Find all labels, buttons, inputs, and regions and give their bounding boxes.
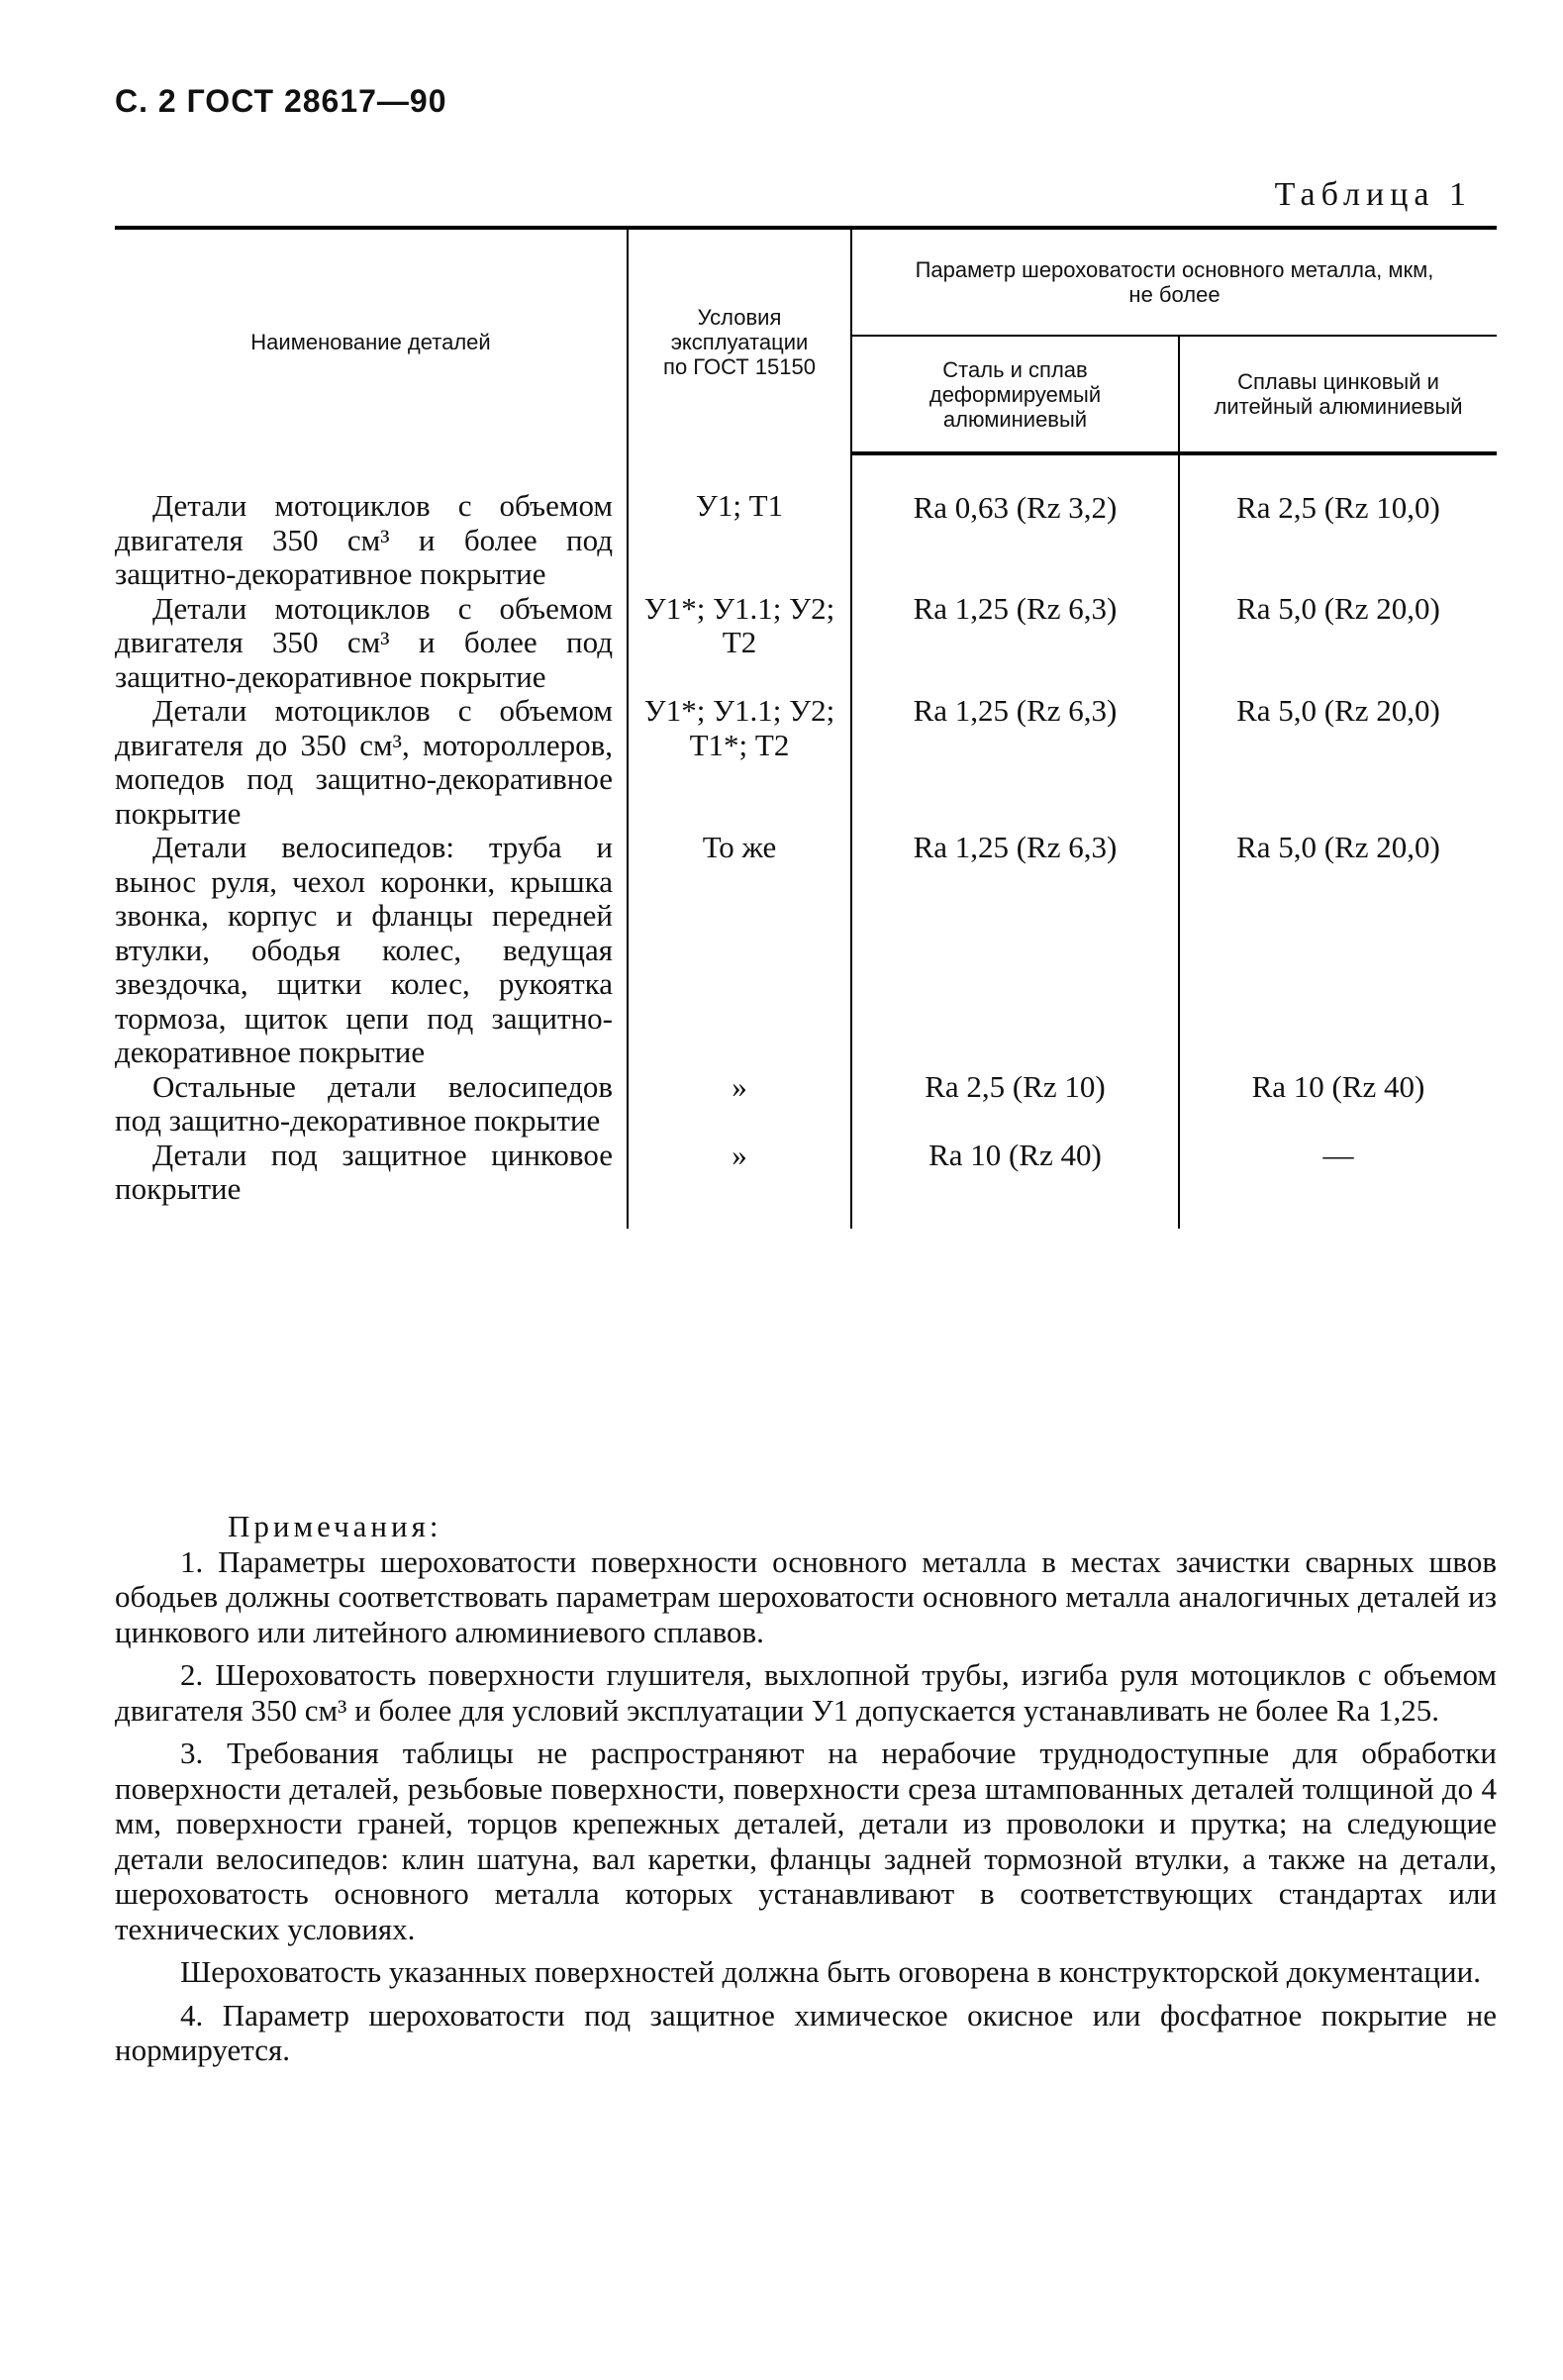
roughness-table: [115, 226, 1497, 1229]
steel-value: Ra 1,25 (Rz 6,3): [851, 592, 1179, 695]
part-name: Детали мотоциклов с объемом двигателя до 350 см³, мотороллеров, мопедов под защитно-декоративное покрытие: [115, 693, 613, 831]
table-row: [115, 453, 1497, 592]
header-part-name: Наименование деталей: [115, 228, 628, 453]
steel-value: Ra 0,63 (Rz 3,2): [851, 453, 1179, 592]
conditions-cell: У1*; У1.1; У2; Т1*; Т2: [628, 694, 851, 831]
part-name: Детали мотоциклов с объемом двигателя 350 см³ и более под защитно-декоративное покрытие: [115, 590, 613, 694]
steel-value: Ra 1,25 (Rz 6,3): [851, 831, 1179, 1070]
table-row: [115, 831, 1497, 1070]
note-item: 2. Шероховатость поверхности глушителя, выхлопной трубы, изгиба руля мотоциклов с объемом двигателя 350 см³ и более для условий эксплуатации У1 допускается устанавливать не более Ra 1,25.: [115, 1657, 1497, 1728]
header-roughness-parameter: Параметр шероховатости основного металла, мкм, не более: [851, 228, 1497, 336]
part-name: Детали мотоциклов с объемом двигателя 350 см³ и более под защитно-декоративное покрытие: [115, 488, 613, 591]
header-conditions: Условия эксплуатации по ГОСТ 15150: [628, 228, 851, 453]
note-item: 3. Требования таблицы не распространяют на нерабочие труднодоступные для обработки поверхности деталей, резьбовые поверхности, поверхности среза штампованных деталей толщиной до 4 мм, поверхности граней, торцов крепежных деталей, детали из проволоки и прутка; на следующие детали велосипедов: клин шатуна, вал каретки, фланцы задней тормозной втулки, а также на детали, шероховатость основного металла которых устанавливают в соответствующих стандартах или технических условиях.: [115, 1735, 1497, 1946]
part-name: Детали под защитное цинковое покрытие: [115, 1137, 613, 1206]
table-row: [115, 1139, 1497, 1229]
part-name: Остальные детали велосипедов под защитно-декоративное покрытие: [115, 1068, 613, 1138]
alloy-value: Ra 5,0 (Rz 20,0): [1179, 592, 1497, 695]
conditions-cell: »: [628, 1070, 851, 1139]
header-alloy: Сплавы цинковый и литейный алюминиевый: [1179, 336, 1497, 453]
alloy-value: Ra 5,0 (Rz 20,0): [1179, 694, 1497, 831]
note-item: 4. Параметр шероховатости под защитное химическое окисное или фосфатное покрытие не нормируется.: [115, 1997, 1497, 2067]
part-name: Детали велосипедов: труба и вынос руля, чехол коронки, крышка звонка, корпус и фланцы передней втулки, ободья колес, ведущая звездочка, щитки колес, рукоятка тормоза, щиток цепи под защитно-декоративное покрытие: [115, 830, 613, 1069]
page-header: С. 2 ГОСТ 28617—90: [115, 83, 447, 119]
conditions-cell: »: [628, 1139, 851, 1229]
table-row: [115, 1070, 1497, 1139]
notes-title: Примечания:: [228, 1509, 442, 1543]
conditions-cell: У1*; У1.1; У2; Т2: [628, 592, 851, 695]
notes-section: [115, 1509, 1497, 2076]
header-steel: Сталь и сплав деформируемый алюминиевый: [851, 336, 1179, 453]
conditions-cell: У1; Т1: [628, 453, 851, 592]
table-row: [115, 694, 1497, 831]
alloy-value: Ra 5,0 (Rz 20,0): [1179, 831, 1497, 1070]
table-label: Таблица 1: [1274, 176, 1472, 213]
note-item: 1. Параметры шероховатости поверхности основного металла в местах зачистки сварных швов ободьев должны соответствовать параметрам шероховатости основного металла аналогичных деталей из цинкового или литейного алюминиевого сплавов.: [115, 1543, 1497, 1649]
table-row: [115, 592, 1497, 695]
alloy-value: Ra 10 (Rz 40): [1179, 1070, 1497, 1139]
steel-value: Ra 10 (Rz 40): [851, 1139, 1179, 1229]
note-item: Шероховатость указанных поверхностей должна быть оговорена в конструкторской документации.: [180, 1954, 1481, 1989]
alloy-value: —: [1179, 1139, 1497, 1229]
conditions-cell: То же: [628, 831, 851, 1070]
steel-value: Ra 2,5 (Rz 10): [851, 1070, 1179, 1139]
steel-value: Ra 1,25 (Rz 6,3): [851, 694, 1179, 831]
alloy-value: Ra 2,5 (Rz 10,0): [1179, 453, 1497, 592]
